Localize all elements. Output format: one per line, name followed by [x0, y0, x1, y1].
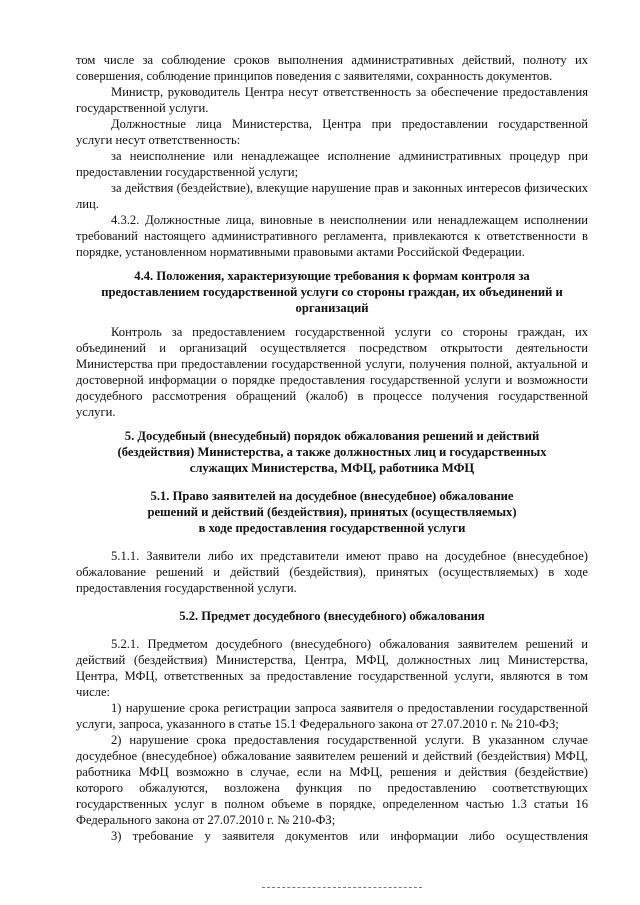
- scan-artifact-divider: [262, 887, 422, 888]
- text-line: требований настоящего административного регламента, привлекаются к ответственности в: [76, 229, 588, 243]
- text-line: числе:: [76, 685, 111, 699]
- text-line: лиц.: [76, 197, 99, 211]
- text-line: Центра, МФЦ, ответственных за предоставление государственной услуги, являются в том: [76, 669, 588, 683]
- text-line: Министр, руководитель Центра несут ответственность за обеспечение предоставления: [111, 85, 588, 99]
- text-line: 5.2.1. Предметом досудебного (внесудебного) обжалования заявителем решений и: [111, 637, 588, 651]
- text-line: досудебное (внесудебное) обжалование заявителем решений и действий (бездействия) МФЦ,: [76, 749, 588, 763]
- text-line: совершения, соблюдение принципов поведения с заявителями, сохранность документов.: [76, 69, 553, 83]
- section-heading: (бездействия) Министерства, а также должностных лиц и государственных: [117, 445, 547, 459]
- text-line: том числе за соблюдение сроков выполнения административных действий, полноту их: [76, 53, 588, 67]
- text-line: достоверной информации о порядке предоставления государственной услуги и возможности: [76, 373, 588, 387]
- text-line: 3) требование у заявителя документов или информации либо осуществления: [111, 829, 588, 843]
- text-line: порядке, установленном нормативными правовыми актами Российской Федерации.: [76, 245, 525, 259]
- text-line: обжалование решений и действий (бездействия), принятых (осуществляемых) в ходе: [76, 565, 588, 579]
- text-line: государственной услуги.: [76, 101, 209, 115]
- text-line: Контроль за предоставлением государственной услуги со стороны граждан, их: [111, 325, 588, 339]
- text-line: Должностные лица Министерства, Центра при предоставлении государственной: [111, 117, 588, 131]
- text-line: 4.3.2. Должностные лица, виновные в неисполнении или ненадлежащем исполнении: [111, 213, 588, 227]
- text-line: Федерального закона от 27.07.2010 г. № 210-ФЗ;: [76, 813, 336, 827]
- subsection-heading: в ходе предоставления государственной услуги: [198, 521, 466, 535]
- section-heading: 4.4. Положения, характеризующие требования к формам контроля за: [134, 269, 530, 283]
- text-line: услуги, запроса, указанного в статье 15.1 Федерального закона от 27.07.2010 г. № 210-ФЗ;: [76, 717, 559, 731]
- section-heading: 5. Досудебный (внесудебный) порядок обжалования решений и действий: [124, 429, 540, 443]
- text-line: работника МФЦ возможно в случае, если на МФЦ, решения и действия (бездействие): [76, 765, 588, 779]
- text-line: предоставления государственной услуги.: [76, 581, 297, 595]
- subsection-heading: 5.1. Право заявителей на досудебное (внесудебное) обжалование: [150, 489, 514, 503]
- text-line: досудебного рассмотрения обращений (жалоб) в процессе получения государственной: [76, 389, 588, 403]
- text-line: 2) нарушение срока предоставления государственной услуги. В указанном случае: [111, 733, 588, 747]
- section-heading: организаций: [295, 301, 369, 315]
- text-line: 5.1.1. Заявители либо их представители имеют право на досудебное (внесудебное): [111, 549, 588, 563]
- text-line: объединений и организаций осуществляется посредством открытости деятельности: [76, 341, 588, 355]
- text-line: государственных услуг в полном объеме в порядке, определенном частью 1.3 статьи 16: [76, 797, 588, 811]
- text-line: 1) нарушение срока регистрации запроса заявителя о предоставлении государственной: [111, 701, 588, 715]
- text-line: за действия (бездействие), влекущие нарушение прав и законных интересов физических: [111, 181, 588, 195]
- subsection-heading: решений и действий (бездействия), принятых (осуществляемых): [147, 505, 517, 519]
- text-line: за неисполнение или ненадлежащее исполнение административных процедур при: [111, 149, 588, 163]
- text-line: предоставлении государственной услуги;: [76, 165, 299, 179]
- text-line: Министерства при предоставлении государственной услуги, получения полной, актуальной и: [76, 357, 588, 371]
- text-line: услуги несут ответственность:: [76, 133, 241, 147]
- subsection-heading: 5.2. Предмет досудебного (внесудебного) обжалования: [179, 609, 485, 623]
- text-line: услуги.: [76, 405, 116, 419]
- section-heading: служащих Министерства, МФЦ, работника МФЦ: [189, 461, 475, 475]
- text-line: действий (бездействия) Министерства, Центра, МФЦ, должностных лиц Министерства,: [76, 653, 588, 667]
- text-line: которого обжалуются, возложена функция по предоставлению соответствующих: [76, 781, 588, 795]
- section-heading: предоставлением государственной услуги со стороны граждан, их объединений и: [101, 285, 563, 299]
